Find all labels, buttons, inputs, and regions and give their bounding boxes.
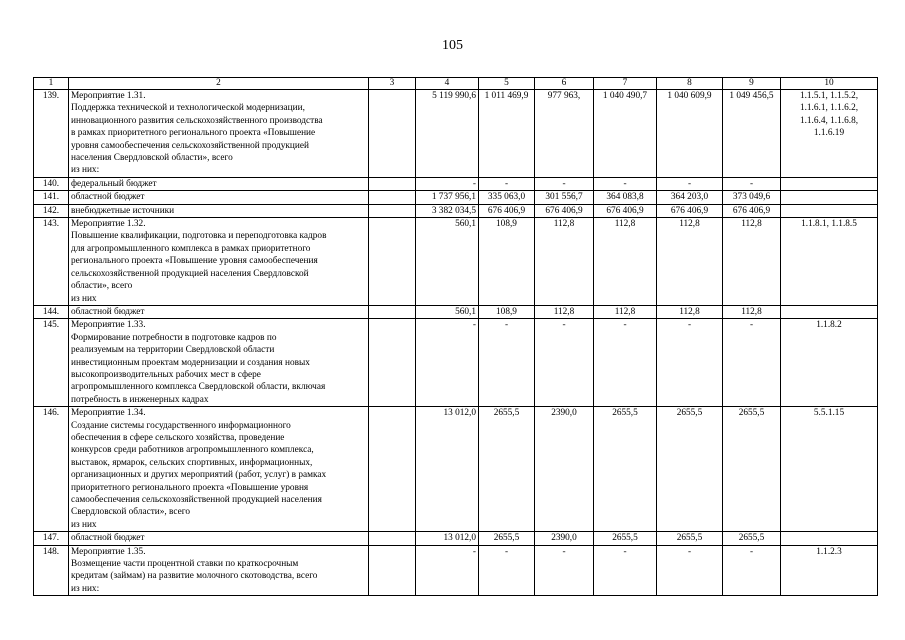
row-name-line: конкурсов среди работников агропромышленного комплекса, <box>71 445 314 456</box>
row-number-cell: 144. <box>34 305 69 318</box>
value-cell: - <box>535 545 594 596</box>
row-name-line: высокопроизводительных рабочих мест в сфере <box>71 369 261 380</box>
row-name-line: Возмещение части процентной ставки по краткосрочным <box>71 559 299 570</box>
source-cell <box>369 90 416 178</box>
row-number-cell: 145. <box>34 319 69 407</box>
row-name-cell <box>69 90 369 178</box>
value-cell: 2655,5 <box>723 407 781 532</box>
target-ref-cell <box>781 191 878 204</box>
source-cell <box>369 191 416 204</box>
value-cell: - <box>723 319 781 407</box>
value-cell: 560,1 <box>416 218 479 306</box>
value-cell: 108,9 <box>479 305 535 318</box>
row-name-line: федеральный бюджет <box>71 178 157 189</box>
row-number-cell: 143. <box>34 218 69 306</box>
table-row <box>34 319 878 407</box>
value-cell: - <box>479 545 535 596</box>
row-name-line: Мероприятие 1.31. <box>71 91 146 101</box>
row-name-line: организационных и других мероприятий (работ, услуг) в рамках <box>71 470 327 481</box>
header-cell: 8 <box>657 78 723 90</box>
row-name-line: из них <box>71 293 97 304</box>
target-ref-line: 1.1.5.1, 1.1.5.2, <box>799 91 859 101</box>
table-row <box>34 177 878 190</box>
value-cell: 5 119 990,6 <box>416 90 479 178</box>
source-cell <box>369 532 416 545</box>
row-name-cell <box>69 177 369 190</box>
value-cell: 2390,0 <box>535 407 594 532</box>
target-ref-line: 5.5.1.15 <box>813 408 845 419</box>
target-ref-cell <box>781 90 878 178</box>
row-name-cell <box>69 191 369 204</box>
row-name-line: Свердловской области», всего <box>71 507 190 518</box>
table-row <box>34 204 878 217</box>
value-cell: - <box>594 177 657 190</box>
target-ref-cell <box>781 545 878 596</box>
target-ref-cell <box>781 319 878 407</box>
value-cell: 112,8 <box>594 305 657 318</box>
value-cell: 2655,5 <box>479 407 535 532</box>
row-number-cell: 147. <box>34 532 69 545</box>
table-body <box>34 78 878 596</box>
value-cell: - <box>657 177 723 190</box>
header-cell: 6 <box>535 78 594 90</box>
row-name-cell <box>69 319 369 407</box>
target-ref-line: 1.1.6.19 <box>813 128 845 139</box>
value-cell: 2655,5 <box>657 407 723 532</box>
row-name-line: агропромышленного комплекса Свердловской области, включая <box>71 382 326 393</box>
row-number-cell: 142. <box>34 204 69 217</box>
row-name-line: Мероприятие 1.35. <box>71 546 146 557</box>
row-name-line: реализуемым на территории Свердловской области <box>71 345 275 356</box>
row-name-line: из них: <box>71 583 100 594</box>
value-cell: 2655,5 <box>723 532 781 545</box>
header-cell: 10 <box>781 78 878 90</box>
value-cell: 112,8 <box>657 305 723 318</box>
table-row <box>34 407 878 532</box>
value-cell: 2655,5 <box>594 532 657 545</box>
row-name-line: областной бюджет <box>71 533 145 544</box>
target-ref-line: 1.1.8.1, 1.1.8.5 <box>801 219 857 230</box>
value-cell: - <box>657 319 723 407</box>
row-name-cell <box>69 407 369 532</box>
value-cell: - <box>416 319 479 407</box>
value-cell: - <box>479 177 535 190</box>
header-cell: 7 <box>594 78 657 90</box>
row-name-line: Создание системы государственного информационного <box>71 420 291 431</box>
value-cell: 676 406,9 <box>594 204 657 217</box>
target-ref-cell <box>781 204 878 217</box>
row-name-line: уровня самообеспечения сельскохозяйственной продукцией <box>71 140 309 151</box>
row-name-line: потребность в инженерных кадрах <box>71 394 209 405</box>
value-cell: 1 049 456,5 <box>723 90 781 178</box>
row-name-line: Мероприятие 1.33. <box>71 320 146 331</box>
row-number-cell: 141. <box>34 191 69 204</box>
row-name-line: Мероприятие 1.32. <box>71 219 146 230</box>
source-cell <box>369 545 416 596</box>
header-cell: 1 <box>34 78 69 90</box>
source-cell <box>369 305 416 318</box>
row-name-line: Повышение квалификации, подготовка и переподготовка кадров <box>71 231 327 242</box>
value-cell: 560,1 <box>416 305 479 318</box>
target-ref-cell <box>781 532 878 545</box>
header-cell: 5 <box>479 78 535 90</box>
row-name-line: области», всего <box>71 281 133 292</box>
row-name-line: внебюджетные источники <box>71 205 175 216</box>
value-cell: - <box>723 177 781 190</box>
value-cell: 112,8 <box>535 305 594 318</box>
value-cell: 1 011 469,9 <box>479 90 535 178</box>
row-name-line: регионального проекта «Повышение уровня самообеспечения <box>71 256 318 267</box>
value-cell: 112,8 <box>657 218 723 306</box>
row-name-line: областной бюджет <box>71 306 145 317</box>
target-ref-line: 1.1.6.4, 1.1.6.8, <box>799 115 859 126</box>
row-name-line: сельскохозяйственной продукцией населения Свердловской <box>71 268 309 279</box>
target-ref-cell <box>781 305 878 318</box>
source-cell <box>369 204 416 217</box>
value-cell: - <box>535 319 594 407</box>
row-name-line: населения Свердловской области», всего <box>71 153 233 164</box>
value-cell: 676 406,9 <box>657 204 723 217</box>
value-cell: 112,8 <box>723 305 781 318</box>
value-cell: 676 406,9 <box>479 204 535 217</box>
value-cell: 977 963, <box>535 90 594 178</box>
source-cell <box>369 218 416 306</box>
row-name-line: инвестиционным проектам модернизации и создания новых <box>71 357 310 368</box>
value-cell: - <box>416 177 479 190</box>
value-cell: - <box>416 545 479 596</box>
target-ref-line: 1.1.8.2 <box>816 320 842 331</box>
value-cell: - <box>657 545 723 596</box>
value-cell: - <box>594 319 657 407</box>
row-name-cell <box>69 204 369 217</box>
row-name-line: инновационного развития сельскохозяйственного производства <box>71 115 323 126</box>
table-row <box>34 532 878 545</box>
source-cell <box>369 177 416 190</box>
row-name-line: областной бюджет <box>71 192 145 203</box>
row-name-line: выставок, ярмарок, сельских спортивных, информационных, <box>71 457 313 468</box>
budget-table <box>33 77 878 596</box>
table-row <box>34 545 878 596</box>
row-number-cell: 140. <box>34 177 69 190</box>
row-name-line: кредитам (займам) на развитие молочного скотоводства, всего <box>71 571 318 582</box>
value-cell: 373 049,6 <box>723 191 781 204</box>
header-cell: 2 <box>69 78 369 90</box>
value-cell: 2390,0 <box>535 532 594 545</box>
page-number: 105 <box>442 38 463 53</box>
row-number-cell: 146. <box>34 407 69 532</box>
table-row <box>34 218 878 306</box>
row-name-line: обеспечения в сфере сельского хозяйства, проведение <box>71 432 285 443</box>
table-row <box>34 305 878 318</box>
target-ref-cell <box>781 177 878 190</box>
target-ref-cell <box>781 407 878 532</box>
value-cell: 2655,5 <box>594 407 657 532</box>
source-cell <box>369 319 416 407</box>
row-number-cell: 139. <box>34 90 69 178</box>
value-cell: 13 012,0 <box>416 407 479 532</box>
value-cell: - <box>594 545 657 596</box>
source-cell <box>369 407 416 532</box>
value-cell: 13 012,0 <box>416 532 479 545</box>
value-cell: - <box>723 545 781 596</box>
value-cell: - <box>535 177 594 190</box>
row-name-line: самообеспечения сельскохозяйственной продукцией населения <box>71 495 322 505</box>
value-cell: 112,8 <box>535 218 594 306</box>
row-name-line: в рамках приоритетного регионального проекта «Повышение <box>71 128 316 139</box>
value-cell: 108,9 <box>479 218 535 306</box>
value-cell: 2655,5 <box>479 532 535 545</box>
value-cell: 364 083,8 <box>594 191 657 204</box>
row-name-cell <box>69 532 369 545</box>
header-cell: 4 <box>416 78 479 90</box>
value-cell: 301 556,7 <box>535 191 594 204</box>
value-cell: 676 406,9 <box>723 204 781 217</box>
row-name-line: из них: <box>71 165 100 176</box>
row-name-line: приоритетного регионального проекта «Повышение уровня <box>71 482 309 493</box>
value-cell: 112,8 <box>594 218 657 306</box>
row-name-line: Поддержка технической и технологической модернизации, <box>71 103 305 114</box>
header-cell: 9 <box>723 78 781 90</box>
header-cell: 3 <box>369 78 416 90</box>
value-cell: 2655,5 <box>657 532 723 545</box>
row-name-line: Формирование потребности в подготовке кадров по <box>71 332 277 343</box>
value-cell: - <box>479 319 535 407</box>
row-name-line: для агропромышленного комплекса в рамках приоритетного <box>71 243 311 254</box>
row-name-cell <box>69 545 369 596</box>
row-number-cell: 148. <box>34 545 69 596</box>
target-ref-line: 1.1.6.1, 1.1.6.2, <box>799 103 859 114</box>
value-cell: 676 406,9 <box>535 204 594 217</box>
row-name-line: из них <box>71 519 97 530</box>
row-name-cell <box>69 218 369 306</box>
table-row <box>34 191 878 204</box>
target-ref-line: 1.1.2.3 <box>816 546 842 557</box>
value-cell: 1 737 956,1 <box>416 191 479 204</box>
row-name-line: Мероприятие 1.34. <box>71 408 146 419</box>
row-name-cell <box>69 305 369 318</box>
table-row <box>34 90 878 178</box>
value-cell: 112,8 <box>723 218 781 306</box>
value-cell: 3 382 034,5 <box>416 204 479 217</box>
target-ref-cell <box>781 218 878 306</box>
value-cell: 1 040 490,7 <box>594 90 657 178</box>
value-cell: 1 040 609,9 <box>657 90 723 178</box>
value-cell: 335 063,0 <box>479 191 535 204</box>
value-cell: 364 203,0 <box>657 191 723 204</box>
table-header-row <box>34 78 878 90</box>
